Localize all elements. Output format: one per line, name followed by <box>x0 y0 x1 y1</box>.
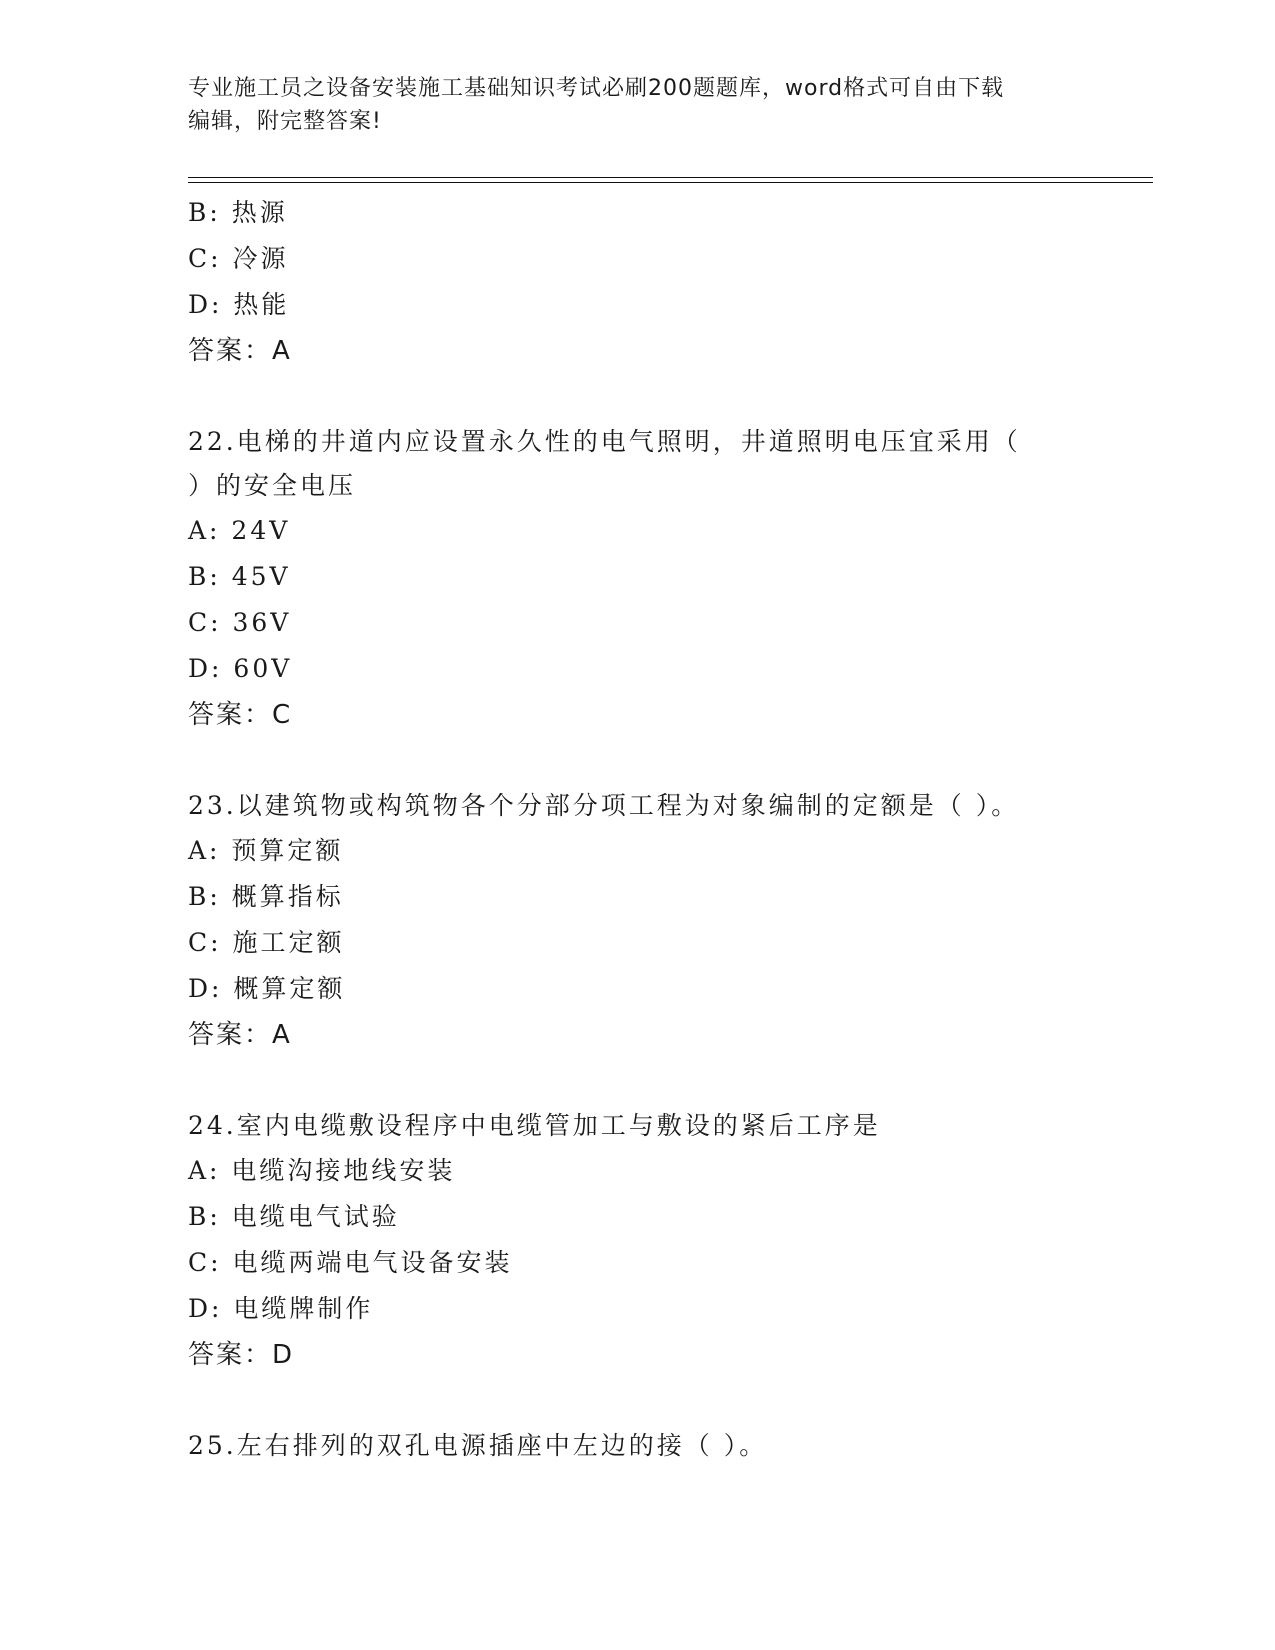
answer-label: 答案：A <box>188 1020 292 1050</box>
document-header <box>188 72 1088 138</box>
question-text-continued: ）的安全电压 <box>188 471 357 500</box>
option-a: A: 预算定额 <box>188 836 344 865</box>
option-b: B: 概算指标 <box>188 882 344 911</box>
question-text: 22.电梯的井道内应设置永久性的电气照明，井道照明电压宜采用（ <box>188 427 1021 456</box>
question-list <box>188 190 1088 1468</box>
option-d: D: 60V <box>188 654 293 683</box>
option-d: D: 概算定额 <box>188 974 346 1003</box>
answer-label: 答案：D <box>188 1340 295 1370</box>
option-a: A: 电缆沟接地线安装 <box>188 1156 456 1185</box>
question-22 <box>188 420 1088 738</box>
question-text: 24.室内电缆敷设程序中电缆管加工与敷设的紧后工序是 <box>188 1111 881 1140</box>
answer-label: 答案：C <box>188 700 293 730</box>
question-21-continued <box>188 190 1088 374</box>
question-23 <box>188 784 1088 1058</box>
option-b: B: 热源 <box>188 198 288 227</box>
option-d: D: 热能 <box>188 290 290 319</box>
question-text: 23.以建筑物或构筑物各个分部分项工程为对象编制的定额是（ ）。 <box>188 791 1020 820</box>
option-b: B: 电缆电气试验 <box>188 1202 400 1231</box>
option-c: C: 施工定额 <box>188 928 345 957</box>
option-b: B: 45V <box>188 562 291 591</box>
header-title-line-1: 专业施工员之设备安装施工基础知识考试必刷200题题库，word格式可自由下载 <box>188 76 1005 101</box>
option-c: C: 电缆两端电气设备安装 <box>188 1248 513 1277</box>
option-a: A: 24V <box>188 516 291 545</box>
option-d: D: 电缆牌制作 <box>188 1294 374 1323</box>
question-25 <box>188 1424 1088 1468</box>
header-divider-top <box>188 177 1153 178</box>
option-c: C: 36V <box>188 608 292 637</box>
option-c: C: 冷源 <box>188 244 289 273</box>
header-title-line-2: 编辑，附完整答案! <box>188 109 382 134</box>
answer-label: 答案：A <box>188 336 292 366</box>
header-divider-bottom <box>188 182 1153 183</box>
question-24 <box>188 1104 1088 1378</box>
question-text: 25.左右排列的双孔电源插座中左边的接（ ）。 <box>188 1431 768 1460</box>
